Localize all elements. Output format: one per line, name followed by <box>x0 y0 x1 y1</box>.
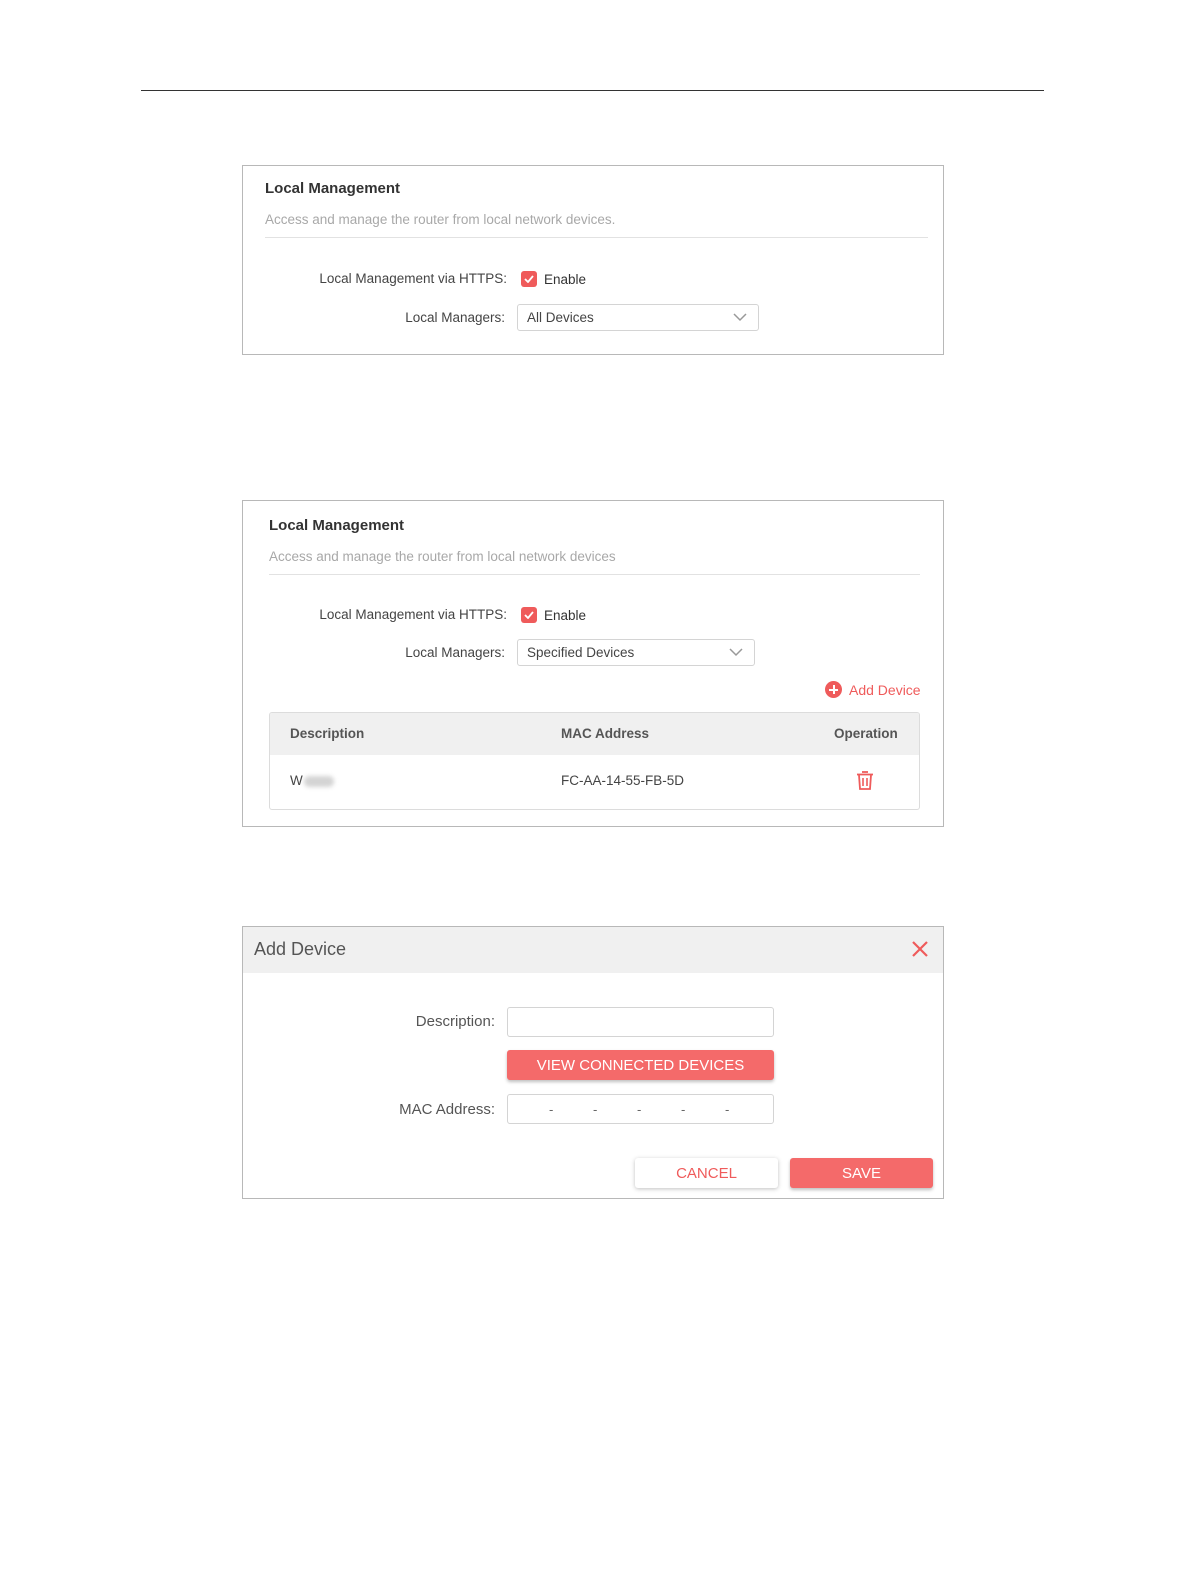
mac-address-label: MAC Address: <box>399 1101 495 1118</box>
checkbox-checked-icon <box>524 611 534 619</box>
panel-divider <box>269 574 920 575</box>
row-mac-address: FC-AA-14-55-FB-5D <box>561 773 685 788</box>
chevron-down-icon <box>729 648 743 657</box>
https-label: Local Management via HTTPS: <box>319 607 507 622</box>
checkbox-checked-icon <box>524 275 534 283</box>
description-input[interactable] <box>507 1007 774 1037</box>
local-management-panel-specified <box>242 500 944 827</box>
add-circle-icon <box>825 681 842 698</box>
table-header <box>270 713 919 755</box>
https-label: Local Management via HTTPS: <box>319 271 507 286</box>
column-header-description: Description <box>290 726 365 741</box>
row-description: W <box>290 773 334 788</box>
chevron-down-icon <box>733 313 747 322</box>
view-connected-devices-button[interactable]: VIEW CONNECTED DEVICES <box>507 1050 774 1080</box>
local-managers-label: Local Managers: <box>405 645 505 660</box>
device-table <box>269 712 920 810</box>
panel-title: Local Management <box>265 180 401 197</box>
local-management-panel-all <box>242 165 944 355</box>
mac-separator: - <box>681 1102 686 1117</box>
https-enable-label: Enable <box>544 272 587 287</box>
close-icon[interactable] <box>911 940 929 958</box>
add-device-dialog <box>242 926 944 1199</box>
add-device-link[interactable] <box>825 681 921 698</box>
trash-icon[interactable] <box>856 770 874 791</box>
mac-separator: - <box>725 1102 730 1117</box>
panel-subtitle: Access and manage the router from local network devices <box>269 549 616 564</box>
mac-separator: - <box>637 1102 642 1117</box>
https-enable-checkbox[interactable] <box>521 607 537 623</box>
mac-separator: - <box>593 1102 598 1117</box>
column-header-mac: MAC Address <box>561 726 650 741</box>
mac-separator: - <box>549 1102 554 1117</box>
mac-address-input[interactable] <box>507 1094 774 1124</box>
local-managers-label: Local Managers: <box>405 310 505 325</box>
dialog-header <box>243 927 943 973</box>
https-enable-checkbox[interactable] <box>521 271 537 287</box>
panel-subtitle: Access and manage the router from local network devices. <box>265 212 616 227</box>
column-header-operation: Operation <box>834 726 898 741</box>
page-top-rule <box>141 90 1044 91</box>
dialog-title: Add Device <box>254 939 347 959</box>
save-button[interactable]: SAVE <box>790 1158 933 1188</box>
cancel-button[interactable]: CANCEL <box>635 1158 778 1188</box>
local-managers-select[interactable] <box>517 304 759 331</box>
panel-divider <box>265 237 928 238</box>
local-managers-select[interactable] <box>517 639 755 666</box>
https-enable-label: Enable <box>544 608 587 623</box>
local-managers-value: Specified Devices <box>527 645 635 660</box>
panel-title: Local Management <box>269 517 405 534</box>
description-label: Description: <box>415 1013 495 1030</box>
add-device-label: Add Device <box>849 681 921 698</box>
local-managers-value: All Devices <box>527 310 594 325</box>
